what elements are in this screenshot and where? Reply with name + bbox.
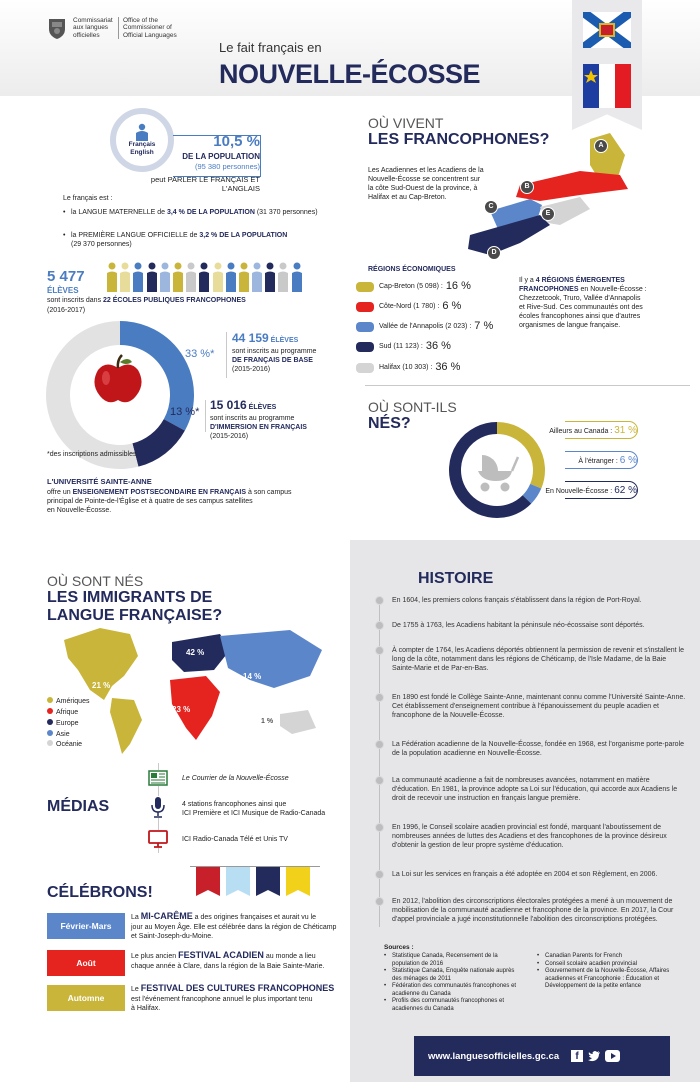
pct-oceania: 1 % xyxy=(261,718,274,725)
pct-europe: 42 % xyxy=(186,648,205,657)
born-abroad-label: À l'étranger : 6 % xyxy=(578,455,637,466)
immigrants-legend xyxy=(47,697,89,751)
timeline-dot xyxy=(375,823,384,832)
student-icon xyxy=(106,262,118,292)
map-marker-c: C xyxy=(484,200,498,214)
where-live-title: OÙ VIVENT LES FRANCOPHONES? xyxy=(368,115,550,149)
population-label: DE LA POPULATION xyxy=(182,152,260,161)
stroller-icon xyxy=(472,447,522,493)
source-item: • Gouvernement de la Nouvelle-Écosse, Affaires acadiennes et Francophonie : Éducation et Développement de la petite enfance xyxy=(537,968,692,991)
legend-item: Europe xyxy=(47,719,89,730)
timeline-dot xyxy=(375,897,384,906)
student-icon xyxy=(264,262,276,292)
bilingual-person-icon: Français English xyxy=(110,108,174,172)
immersion-pct: 13 %* xyxy=(170,406,200,418)
pennant-navy xyxy=(256,866,280,896)
student-icon xyxy=(159,262,171,292)
university-name: L'UNIVERSITÉ SAINTE-ANNE xyxy=(47,477,152,486)
region-row: Cap-Breton (5 098) : 16 % xyxy=(356,280,471,294)
pct-africa: 23 % xyxy=(172,705,191,714)
footer-url[interactable]: www.languesofficielles.gc.ca xyxy=(428,1051,560,1062)
map-marker-e: E xyxy=(541,207,555,221)
sources-right xyxy=(537,953,692,991)
student-icon xyxy=(185,262,197,292)
pct-asia: 14 % xyxy=(243,672,262,681)
source-item: • Profils des communautés francophones et acadiennes du Canada xyxy=(384,998,524,1013)
enrolment-footnote: *des inscriptions admissibles xyxy=(47,451,137,458)
map-marker-b: B xyxy=(520,180,534,194)
newspaper-icon xyxy=(148,770,168,786)
student-icon xyxy=(146,262,158,292)
immersion-divider xyxy=(205,400,206,432)
timeline-dot xyxy=(375,646,384,655)
history-item: La Loi sur les services en français a été adoptée en 2004 et son Règlement, en 2006. xyxy=(392,871,658,878)
pct-americas: 21 % xyxy=(92,681,111,690)
region-row: Côte-Nord (1 780) : 6 % xyxy=(356,300,461,314)
celebrate-festival-acadien: Le plus ancien FESTIVAL ACADIEN au monde a lieu chaque année à Clare, dans la région de la Baie Sainte-Marie. xyxy=(131,950,325,970)
timeline-dot xyxy=(375,621,384,630)
french-base-pct: 33 %* xyxy=(185,348,215,360)
french-base-block: 44 159 ÉLÈVES sont inscrits au programme DE FRANÇAIS DE BASE (2015-2016) xyxy=(232,331,317,373)
history-item: La Fédération acadienne de la Nouvelle-Écosse, fondée en 1968, est l'organisme porte-parole de la population acadienne en Nouvelle-Écosse. xyxy=(392,741,685,757)
history-item: En 1996, le Conseil scolaire acadien provincial est fondé, marquant l'aboutissement de nombreuses années de luttes des Acadiens et des francophones de la province désireux d'obtenir la gestion de leur propre système d'éducation. xyxy=(392,824,667,849)
history-item: En 1890 est fondé le Collège Sainte-Anne, maintenant connu comme l'Université Sainte-Anne. Cet établissement d'enseignement contribue à l'épanouissement du peuple acadien et francophone de la Nouvelle-Écosse. xyxy=(392,694,686,719)
first-official-language-stat: • la PREMIÈRE LANGUE OFFICIELLE de 3,2 % DE LA POPULATION (29 370 personnes) xyxy=(63,232,353,250)
apple-icon xyxy=(90,352,146,408)
legend-item: Amériques xyxy=(47,697,89,708)
timeline-dot xyxy=(375,740,384,749)
students-unit: ÉLÈVES xyxy=(47,286,79,295)
legend-item: Afrique xyxy=(47,708,89,719)
immersion-block: 15 016 ÉLÈVES sont inscrits au programme D'IMMERSION EN FRANÇAIS (2015-2016) xyxy=(210,398,307,440)
media-title: MÉDIAS xyxy=(47,798,110,815)
facebook-icon[interactable]: f xyxy=(571,1050,583,1062)
source-item: • Statistique Canada, Recensement de la population de 2016 xyxy=(384,953,524,968)
source-item: • Statistique Canada, Enquête nationale auprès des ménages de 2011 xyxy=(384,968,524,983)
nova-scotia-flag-icon xyxy=(583,12,631,48)
government-crest-icon xyxy=(47,16,67,40)
students-people-icons xyxy=(106,262,306,294)
media-tv: ICI Radio-Canada Télé et Unis TV xyxy=(182,836,288,843)
celebrate-festival-cultures: Le FESTIVAL DES CULTURES FRANCOPHONES est l'événement francophone annuel le plus important tenu à Halifax. xyxy=(131,983,335,1012)
celebrate-tag-automne: Automne xyxy=(47,985,125,1011)
history-item: En 1604, les premiers colons français s'établissent dans la région de Port-Royal. xyxy=(392,597,642,604)
legend-item: Océanie xyxy=(47,740,89,751)
donut-segment xyxy=(135,425,174,455)
pennant-red xyxy=(196,866,220,896)
university-desc: offre un ENSEIGNEMENT POSTSECONDAIRE EN FRANÇAIS à son campus principal de Pointe-de-l'Église et à quatre de ses campus satellites en Nouvelle-Écosse. xyxy=(47,489,292,515)
celebrate-title: CÉLÉBRONS! xyxy=(47,884,153,901)
celebrate-mi-careme: La MI-CARÊME a des origines françaises et aurait vu le jour au Moyen Âge. Elle est célébrée dans la région de Chéticamp et Saint-Joseph-du-Moine. xyxy=(131,911,337,940)
bunting-string xyxy=(190,866,320,867)
immigrants-title: OÙ SONT NÉS LES IMMIGRANTS DE LANGUE FRANÇAISE? xyxy=(47,573,223,624)
emerging-regions-text: Il y a 4 RÉGIONS ÉMERGENTES FRANCOPHONES en Nouvelle-Écosse : Chezzetcook, Truro, Vallée d'Annapolis et Rive-Sud. Ces communautés ont des écoles francophones ainsi que d'autres organismes de langue française. xyxy=(519,277,647,330)
page-subtitle: Le fait français en xyxy=(219,40,322,55)
student-icon xyxy=(251,262,263,292)
celebrate-tag-aout: Août xyxy=(47,950,125,976)
region-row: Halifax (10 303) : 36 % xyxy=(356,361,460,375)
youtube-icon[interactable] xyxy=(605,1050,620,1062)
twitter-icon[interactable] xyxy=(588,1050,601,1062)
history-title: HISTOIRE xyxy=(418,570,494,587)
student-icon xyxy=(212,262,224,292)
history-item: À compter de 1764, les Acadiens déportés obtiennent la permission de revenir et s'installent le long de la côte, notamment dans les régions de Chéticamp, de l'Isle Madame, de la Baie Sainte-Marie et de Par-en-Bas. xyxy=(392,647,685,672)
french-base-divider xyxy=(226,332,227,378)
where-live-desc: Les Acadiennes et les Acadiens de la Nouvelle-Écosse se concentrent sur la côte Sud-Ouest de la province, à Halifax et au Cap-Breton. xyxy=(368,167,484,202)
history-item: La communauté acadienne a fait de nombreuses avancées, notamment en matière d'éducation. En 1981, la province adopte sa Loi sur l'éducation, qui accorde aux Acadiens le droit de recevoir une instruction en français langue première. xyxy=(392,777,678,802)
history-item: De 1755 à 1763, les Acadiens habitant la péninsule néo-écossaise sont déportés. xyxy=(392,622,645,629)
org-name-fr: Commissariat aux langues officielles xyxy=(73,17,113,39)
timeline-dot xyxy=(375,870,384,879)
history-item: En 2012, l'abolition des circonscriptions électorales protégées a mené à un mouvement de mobilisation de la communauté acadienne et francophone de la province. En 2017, la Cour d'appel provinciale a jugé inconstitutionnelle l'abolition des circonscriptions protégées. xyxy=(392,898,674,923)
pennant-yellow xyxy=(286,866,310,896)
pennant-lightblue xyxy=(226,866,250,896)
map-marker-a: A xyxy=(594,139,608,153)
region-row: Vallée de l'Annapolis (2 023) : 7 % xyxy=(356,320,493,334)
schools-year: (2016-2017) xyxy=(47,307,86,314)
source-item: • Conseil scolaire acadien provincial xyxy=(537,961,692,969)
celebrate-tag-feb-mar: Février-Mars xyxy=(47,913,125,939)
section-divider xyxy=(365,385,690,386)
legend-item: Asie xyxy=(47,730,89,741)
student-icon xyxy=(172,262,184,292)
population-desc: peut PARLER LE FRANÇAIS ET L'ANGLAIS xyxy=(150,175,260,194)
student-icon xyxy=(132,262,144,292)
region-row: Sud (11 123) : 36 % xyxy=(356,340,451,354)
student-icon xyxy=(198,262,210,292)
timeline-dot xyxy=(375,776,384,785)
population-pct: 10,5 % xyxy=(213,133,260,150)
map-marker-d: D xyxy=(487,246,501,260)
regions-title: RÉGIONS ÉCONOMIQUES xyxy=(368,266,456,273)
source-item: • Fédération des communautés francophones et acadienne du Canada xyxy=(384,983,524,998)
page-title: NOUVELLE-ÉCOSSE xyxy=(219,59,481,89)
media-radio: 4 stations francophones ainsi que ICI Première et ICI Musique de Radio-Canada xyxy=(182,801,326,818)
org-name-en: Office of the Commissioner of Official Languages xyxy=(118,17,177,39)
student-icon xyxy=(225,262,237,292)
timeline-dot xyxy=(375,596,384,605)
students-count: 5 477 xyxy=(47,268,85,285)
student-icon xyxy=(119,262,131,292)
microphone-icon xyxy=(150,796,166,818)
french-intro: Le français est : xyxy=(63,195,113,202)
student-icon xyxy=(238,262,250,292)
nova-scotia-map xyxy=(460,125,650,260)
student-icon xyxy=(291,262,303,292)
born-canada-label: Ailleurs au Canada : 31 % xyxy=(549,425,637,436)
schools-desc: sont inscrits dans 22 ÉCOLES PUBLIQUES FRANCOPHONES xyxy=(47,297,246,304)
sources-left xyxy=(384,953,524,1013)
source-item: • Canadian Parents for French xyxy=(537,953,692,961)
student-icon xyxy=(277,262,289,292)
sources-title: Sources : xyxy=(384,944,414,951)
born-title: OÙ SONT-ILS NÉS? xyxy=(368,399,457,433)
population-count: (95 380 personnes) xyxy=(194,162,260,171)
born-ns-label: En Nouvelle-Écosse : 62 % xyxy=(545,485,637,496)
maternal-language-stat: • la LANGUE MATERNELLE de 3,4 % DE LA POPULATION (31 370 personnes) xyxy=(63,209,353,218)
media-newspaper: Le Courrier de la Nouvelle-Écosse xyxy=(182,775,289,782)
acadian-flag-icon xyxy=(583,64,631,108)
timeline-dot xyxy=(375,693,384,702)
television-icon xyxy=(148,830,168,848)
